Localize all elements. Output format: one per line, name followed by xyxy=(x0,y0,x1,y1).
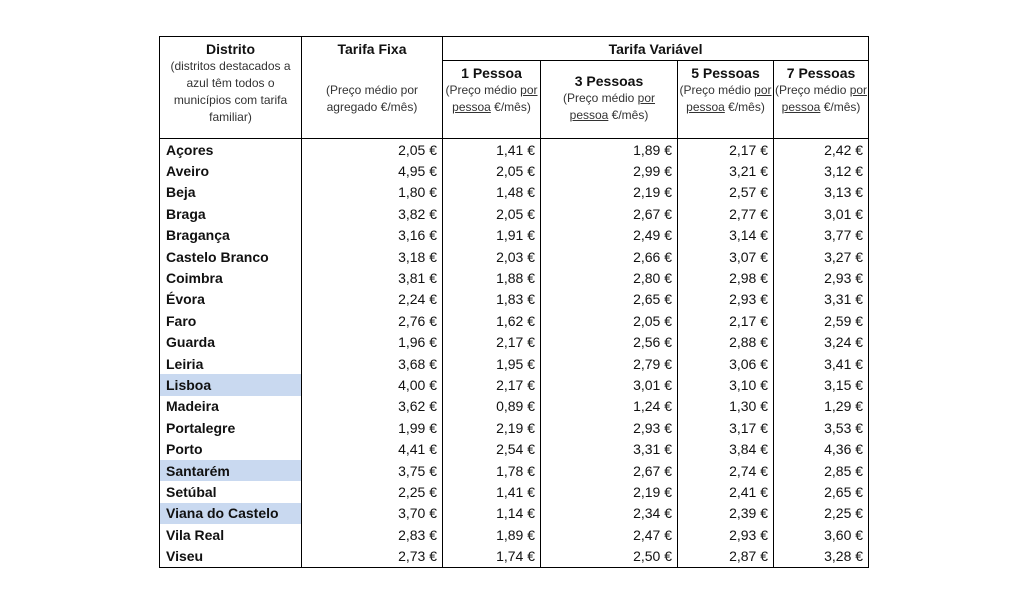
variable-tariff-cell: 2,17 € xyxy=(443,332,541,353)
variable-tariff-cell: 3,28 € xyxy=(774,545,869,567)
district-header-note: (distritos destacados a azul têm todos o municípios com tarifa familiar) xyxy=(170,59,291,124)
table-row xyxy=(160,246,869,267)
variable-tariff-cell: 2,80 € xyxy=(541,267,678,288)
district-name-cell: Leiria xyxy=(160,353,302,374)
district-name-cell: Santarém xyxy=(160,460,302,481)
fixed-tariff-cell: 2,76 € xyxy=(302,310,443,331)
variable-tariff-cell: 2,05 € xyxy=(443,160,541,181)
table-row xyxy=(160,353,869,374)
variable-tariff-cell: 2,59 € xyxy=(774,310,869,331)
district-name-cell: Vila Real xyxy=(160,524,302,545)
variable-tariff-cell: 2,57 € xyxy=(678,182,774,203)
district-name-cell: Castelo Branco xyxy=(160,246,302,267)
fixed-tariff-cell: 2,25 € xyxy=(302,481,443,502)
table-row xyxy=(160,524,869,545)
table-row xyxy=(160,310,869,331)
sub-header-7-people xyxy=(774,61,869,139)
variable-tariff-cell: 1,62 € xyxy=(443,310,541,331)
variable-tariff-cell: 2,34 € xyxy=(541,503,678,524)
variable-tariff-cell: 2,50 € xyxy=(541,545,678,567)
variable-tariff-cell: 1,48 € xyxy=(443,182,541,203)
district-header xyxy=(160,37,302,139)
district-name-cell: Guarda xyxy=(160,332,302,353)
district-name-cell: Beja xyxy=(160,182,302,203)
variable-tariff-cell: 2,79 € xyxy=(541,353,678,374)
district-name-cell: Bragança xyxy=(160,225,302,246)
table-row xyxy=(160,438,869,459)
variable-tariff-cell: 3,84 € xyxy=(678,438,774,459)
table-row xyxy=(160,396,869,417)
variable-tariff-cell: 2,98 € xyxy=(678,267,774,288)
variable-tariff-cell: 1,78 € xyxy=(443,460,541,481)
variable-tariff-cell: 1,83 € xyxy=(443,289,541,310)
fixed-tariff-cell: 3,68 € xyxy=(302,353,443,374)
table-row xyxy=(160,460,869,481)
district-header-title: Distrito xyxy=(206,41,255,57)
fixed-tariff-header xyxy=(302,37,443,139)
fixed-tariff-cell: 2,83 € xyxy=(302,524,443,545)
variable-tariff-cell: 2,65 € xyxy=(541,289,678,310)
variable-tariff-cell: 2,17 € xyxy=(678,310,774,331)
district-name-cell: Faro xyxy=(160,310,302,331)
table-row xyxy=(160,225,869,246)
variable-tariff-cell: 1,74 € xyxy=(443,545,541,567)
district-name-cell: Açores xyxy=(160,139,302,161)
fixed-tariff-cell: 2,05 € xyxy=(302,139,443,161)
variable-tariff-cell: 3,31 € xyxy=(541,438,678,459)
variable-tariff-cell: 2,39 € xyxy=(678,503,774,524)
fixed-tariff-cell: 4,41 € xyxy=(302,438,443,459)
district-name-cell: Porto xyxy=(160,438,302,459)
variable-tariff-cell: 2,67 € xyxy=(541,203,678,224)
fixed-tariff-note: (Preço médio por agregado €/mês) xyxy=(325,83,419,114)
variable-tariff-cell: 1,89 € xyxy=(541,139,678,161)
variable-tariff-cell: 2,99 € xyxy=(541,160,678,181)
variable-tariff-cell: 2,65 € xyxy=(774,481,869,502)
table-row xyxy=(160,417,869,438)
table-header xyxy=(160,37,869,139)
variable-tariff-cell: 2,05 € xyxy=(541,310,678,331)
variable-tariff-cell: 3,01 € xyxy=(541,374,678,395)
sub-header-title: 7 Pessoas xyxy=(786,65,856,81)
fixed-tariff-cell: 1,99 € xyxy=(302,417,443,438)
variable-tariff-cell: 2,54 € xyxy=(443,438,541,459)
variable-tariff-cell: 2,03 € xyxy=(443,246,541,267)
district-name-cell: Évora xyxy=(160,289,302,310)
variable-tariff-cell: 3,10 € xyxy=(678,374,774,395)
fixed-tariff-cell: 4,00 € xyxy=(302,374,443,395)
fixed-tariff-cell: 3,82 € xyxy=(302,203,443,224)
variable-tariff-cell: 1,41 € xyxy=(443,481,541,502)
district-name-cell: Viana do Castelo xyxy=(160,503,302,524)
variable-tariff-cell: 2,88 € xyxy=(678,332,774,353)
variable-tariff-cell: 3,53 € xyxy=(774,417,869,438)
fixed-tariff-cell: 3,62 € xyxy=(302,396,443,417)
variable-tariff-cell: 2,19 € xyxy=(541,182,678,203)
fixed-tariff-cell: 3,16 € xyxy=(302,225,443,246)
variable-tariff-cell: 3,06 € xyxy=(678,353,774,374)
variable-tariff-cell: 3,41 € xyxy=(774,353,869,374)
fixed-tariff-cell: 3,81 € xyxy=(302,267,443,288)
table-row xyxy=(160,139,869,161)
table-row xyxy=(160,182,869,203)
variable-tariff-cell: 3,21 € xyxy=(678,160,774,181)
sub-header-title: 3 Pessoas xyxy=(574,73,644,89)
district-name-cell: Braga xyxy=(160,203,302,224)
fixed-tariff-cell: 1,80 € xyxy=(302,182,443,203)
sub-header-1-person xyxy=(443,61,541,139)
variable-tariff-cell: 3,77 € xyxy=(774,225,869,246)
variable-tariff-cell: 2,66 € xyxy=(541,246,678,267)
variable-tariff-cell: 2,67 € xyxy=(541,460,678,481)
variable-tariff-cell: 2,93 € xyxy=(774,267,869,288)
sub-header-note: (Preço médio por pessoa €/mês) xyxy=(775,83,868,114)
variable-tariff-cell: 2,19 € xyxy=(541,481,678,502)
table-row xyxy=(160,160,869,181)
variable-tariff-cell: 2,41 € xyxy=(678,481,774,502)
variable-tariff-cell: 3,12 € xyxy=(774,160,869,181)
variable-tariff-cell: 1,41 € xyxy=(443,139,541,161)
fixed-tariff-cell: 2,24 € xyxy=(302,289,443,310)
variable-tariff-cell: 3,13 € xyxy=(774,182,869,203)
sub-header-title: 5 Pessoas xyxy=(691,65,760,81)
sub-header-title: 1 Pessoa xyxy=(461,65,522,81)
variable-tariff-cell: 3,07 € xyxy=(678,246,774,267)
variable-tariff-cell: 1,24 € xyxy=(541,396,678,417)
variable-tariff-cell: 3,17 € xyxy=(678,417,774,438)
variable-tariff-cell: 2,17 € xyxy=(443,374,541,395)
sub-header-note: (Preço médio por pessoa €/mês) xyxy=(445,83,538,114)
variable-tariff-cell: 1,95 € xyxy=(443,353,541,374)
table-body xyxy=(160,139,869,568)
sub-header-3-people xyxy=(541,61,678,139)
variable-tariff-cell: 2,05 € xyxy=(443,203,541,224)
table-row xyxy=(160,374,869,395)
variable-tariff-cell: 2,87 € xyxy=(678,545,774,567)
fixed-tariff-cell: 4,95 € xyxy=(302,160,443,181)
fixed-tariff-cell: 3,70 € xyxy=(302,503,443,524)
fixed-tariff-cell: 3,75 € xyxy=(302,460,443,481)
district-name-cell: Aveiro xyxy=(160,160,302,181)
variable-tariff-cell: 1,14 € xyxy=(443,503,541,524)
table-row xyxy=(160,203,869,224)
variable-tariff-cell: 3,15 € xyxy=(774,374,869,395)
variable-tariff-cell: 2,17 € xyxy=(678,139,774,161)
variable-tariff-cell: 2,93 € xyxy=(678,289,774,310)
variable-tariff-header xyxy=(443,37,869,61)
variable-tariff-cell: 3,01 € xyxy=(774,203,869,224)
variable-tariff-cell: 2,47 € xyxy=(541,524,678,545)
tariff-table xyxy=(159,36,869,568)
variable-tariff-cell: 0,89 € xyxy=(443,396,541,417)
variable-tariff-cell: 1,89 € xyxy=(443,524,541,545)
district-name-cell: Viseu xyxy=(160,545,302,567)
district-name-cell: Portalegre xyxy=(160,417,302,438)
district-name-cell: Setúbal xyxy=(160,481,302,502)
variable-tariff-cell: 3,24 € xyxy=(774,332,869,353)
sub-header-5-people xyxy=(678,61,774,139)
variable-tariff-cell: 1,30 € xyxy=(678,396,774,417)
table-row xyxy=(160,267,869,288)
variable-tariff-title: Tarifa Variável xyxy=(608,41,703,57)
variable-tariff-cell: 3,14 € xyxy=(678,225,774,246)
district-name-cell: Coimbra xyxy=(160,267,302,288)
variable-tariff-cell: 1,88 € xyxy=(443,267,541,288)
variable-tariff-cell: 2,77 € xyxy=(678,203,774,224)
variable-tariff-cell: 1,91 € xyxy=(443,225,541,246)
fixed-tariff-cell: 2,73 € xyxy=(302,545,443,567)
variable-tariff-cell: 2,42 € xyxy=(774,139,869,161)
table-row xyxy=(160,332,869,353)
district-name-cell: Lisboa xyxy=(160,374,302,395)
variable-tariff-cell: 2,49 € xyxy=(541,225,678,246)
table-row xyxy=(160,545,869,567)
sub-header-note: (Preço médio por pessoa €/mês) xyxy=(679,83,772,114)
table-row xyxy=(160,481,869,502)
variable-tariff-cell: 3,27 € xyxy=(774,246,869,267)
table-row xyxy=(160,289,869,310)
table-row xyxy=(160,503,869,524)
variable-tariff-cell: 4,36 € xyxy=(774,438,869,459)
variable-tariff-cell: 2,93 € xyxy=(678,524,774,545)
fixed-tariff-title: Tarifa Fixa xyxy=(337,41,407,57)
fixed-tariff-cell: 1,96 € xyxy=(302,332,443,353)
variable-tariff-cell: 2,85 € xyxy=(774,460,869,481)
variable-tariff-cell: 2,19 € xyxy=(443,417,541,438)
variable-tariff-cell: 2,93 € xyxy=(541,417,678,438)
variable-tariff-cell: 2,74 € xyxy=(678,460,774,481)
district-name-cell: Madeira xyxy=(160,396,302,417)
variable-tariff-cell: 2,25 € xyxy=(774,503,869,524)
fixed-tariff-cell: 3,18 € xyxy=(302,246,443,267)
variable-tariff-cell: 2,56 € xyxy=(541,332,678,353)
variable-tariff-cell: 3,60 € xyxy=(774,524,869,545)
variable-tariff-cell: 1,29 € xyxy=(774,396,869,417)
sub-header-note: (Preço médio por pessoa €/mês) xyxy=(562,91,656,122)
variable-tariff-cell: 3,31 € xyxy=(774,289,869,310)
